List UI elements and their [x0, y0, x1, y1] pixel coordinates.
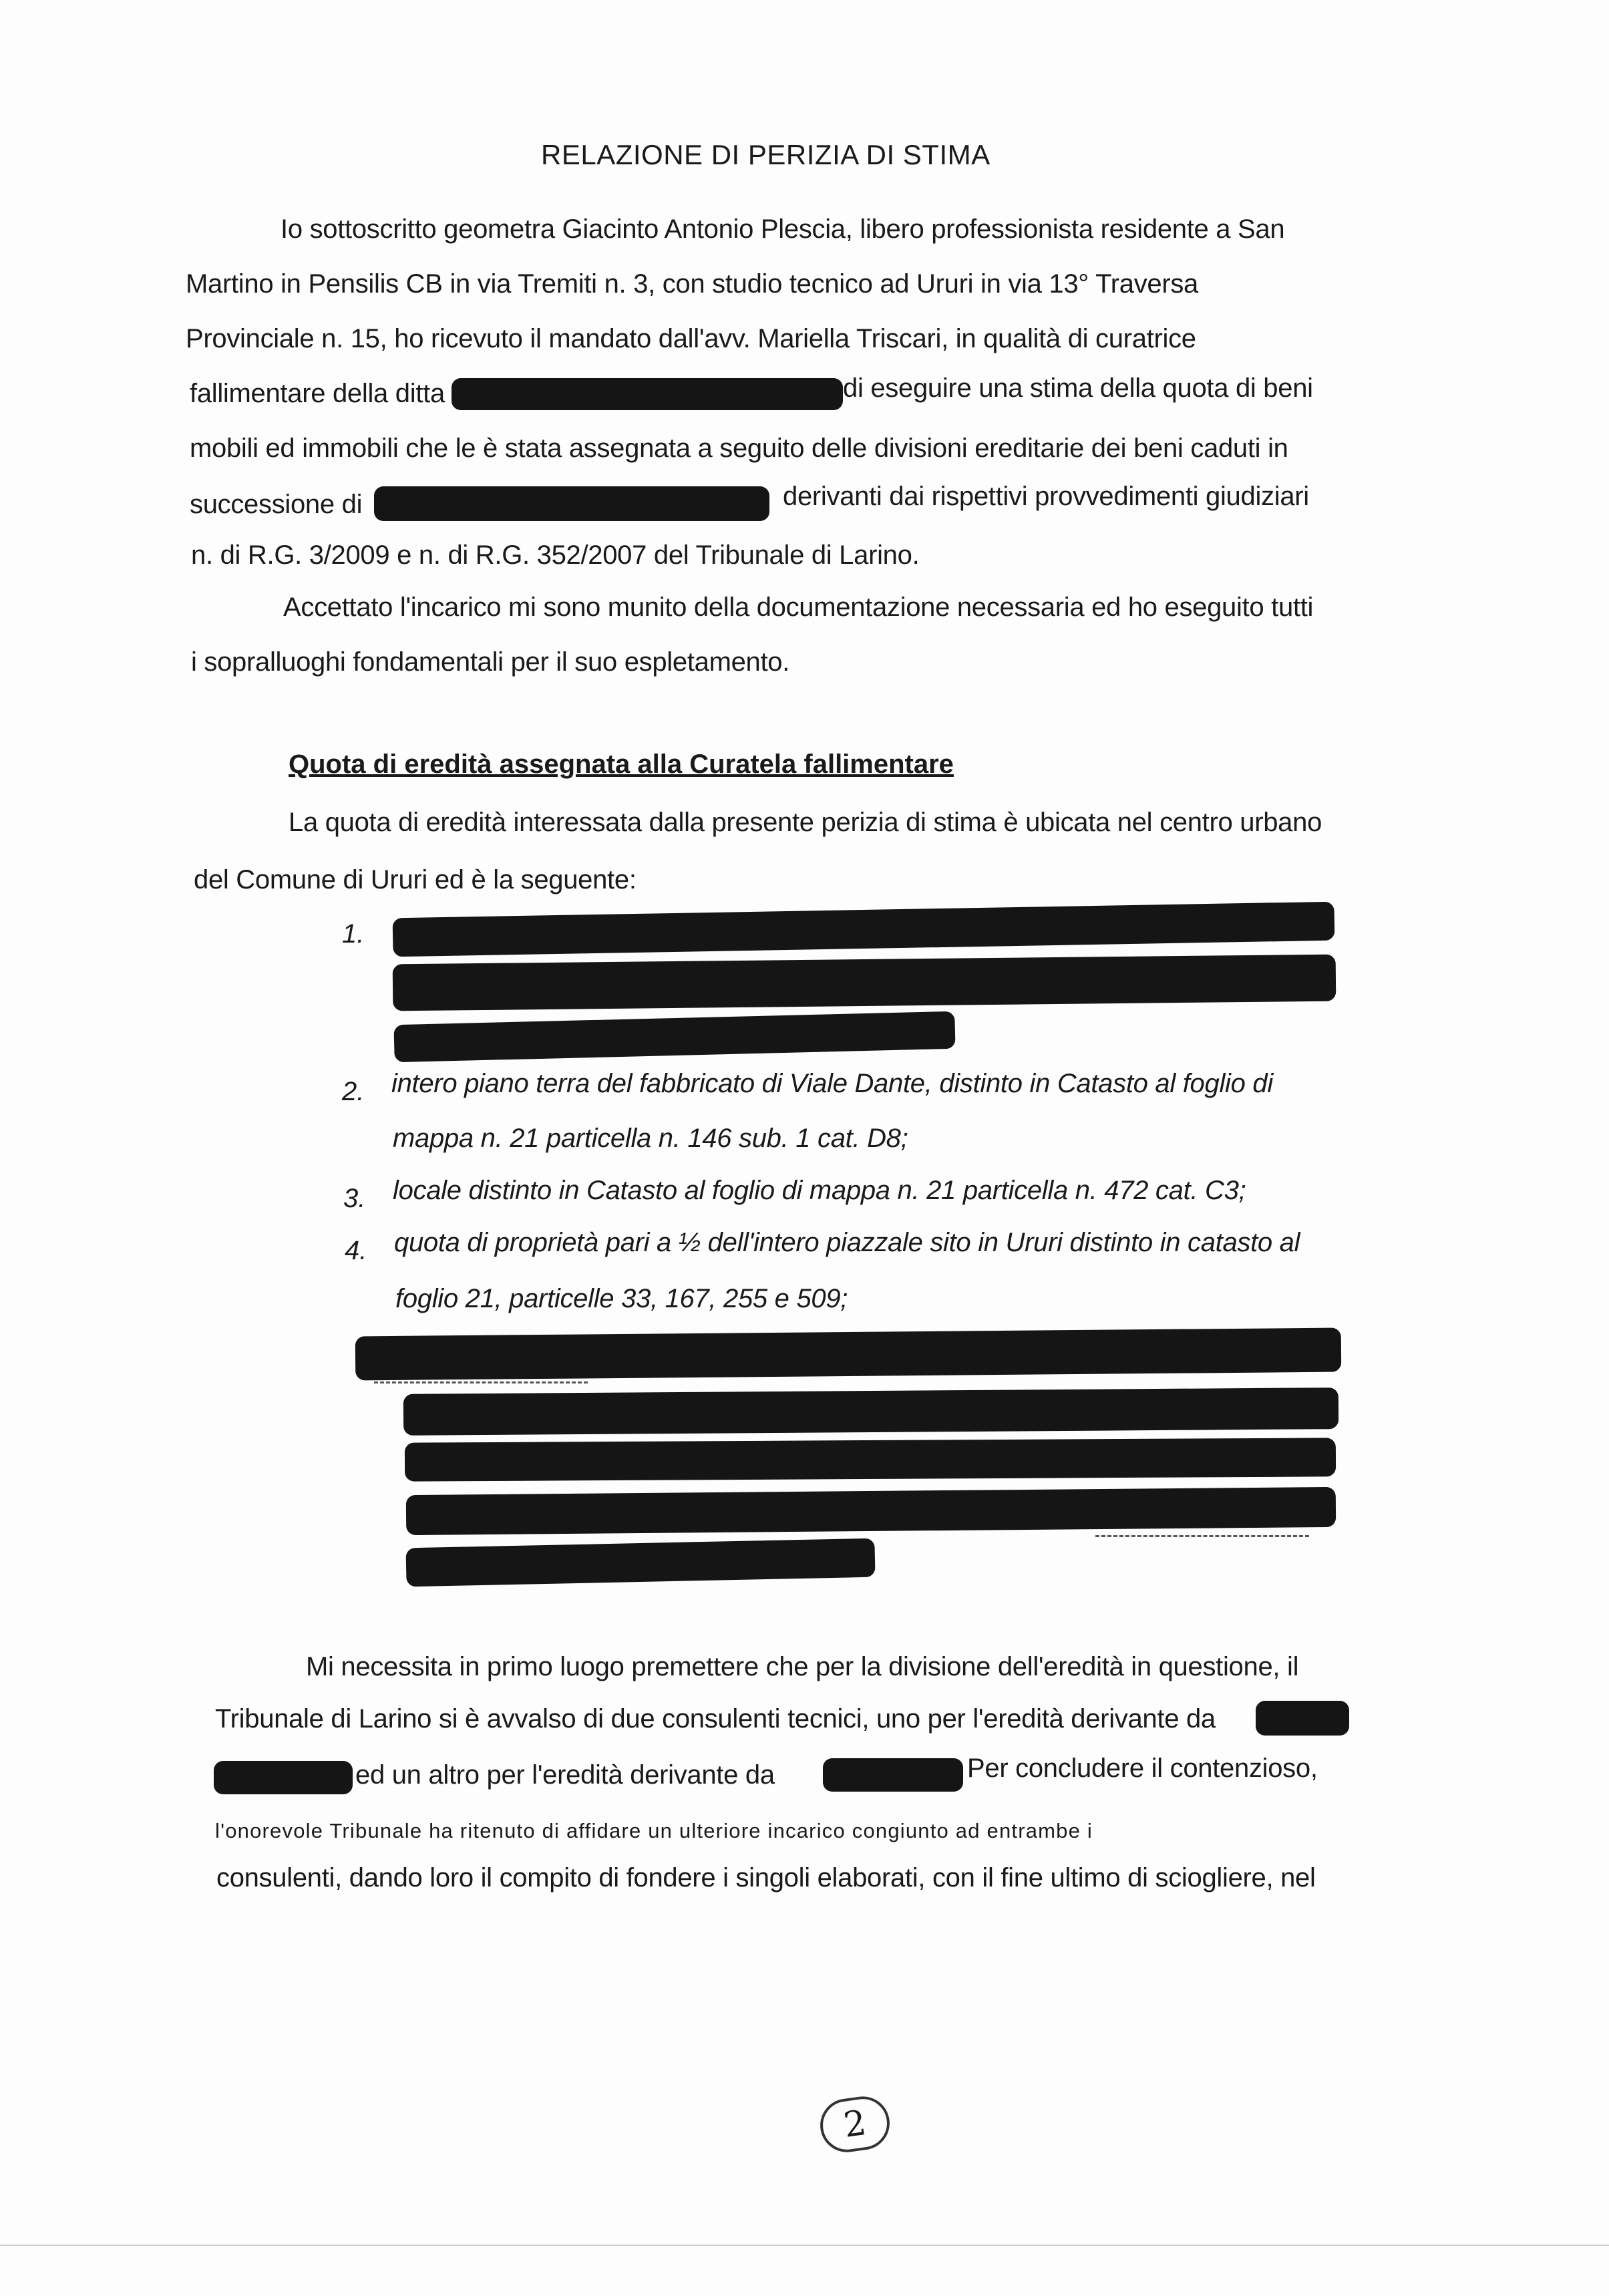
intro-line-1: Io sottoscritto geometra Giacinto Antonio Plescia, libero professionista residente a San	[281, 214, 1285, 244]
list-item-text: foglio 21, particelle 33, 167, 255 e 509;	[395, 1284, 848, 1313]
scan-edge-line	[0, 2245, 1609, 2246]
list-item-number: 4.	[345, 1236, 367, 1265]
page-number: 2	[817, 2093, 893, 2156]
redaction-bar	[405, 1538, 875, 1587]
intro-line-4b: di eseguire una stima della quota di beni	[843, 373, 1313, 403]
closing-line-3a: ed un altro per l'eredità derivante da	[355, 1760, 775, 1790]
closing-line-4: l'onorevole Tribunale ha ritenuto di affidare un ulteriore incarico congiunto ad entrambe i	[215, 1819, 1093, 1842]
list-item-number: 1.	[342, 919, 365, 949]
intro-line-7: n. di R.G. 3/2009 e n. di R.G. 352/2007 del Tribunale di Larino.	[191, 540, 920, 570]
closing-line-3b: Per concludere il contenzioso,	[967, 1754, 1318, 1783]
list-item-number: 3.	[343, 1184, 366, 1213]
section-line-1: La quota di eredità interessata dalla presente perizia di stima è ubicata nel centro urbano	[289, 808, 1322, 837]
intro-line-5: mobili ed immobili che le è stata assegnata a seguito delle divisioni ereditarie dei beni caduti in	[190, 434, 1288, 463]
closing-line-1: Mi necessita in primo luogo premettere che per la divisione dell'eredità in questione, il	[306, 1652, 1299, 1681]
list-item-text: mappa n. 21 particella n. 146 sub. 1 cat. D8;	[393, 1124, 908, 1153]
redaction-bar	[374, 486, 769, 521]
redaction-bar	[393, 902, 1335, 957]
intro-line-9: i sopralluoghi fondamentali per il suo espletamento.	[191, 647, 790, 677]
redaction-bar	[393, 1011, 955, 1063]
closing-line-2: Tribunale di Larino si è avvalso di due consulenti tecnici, uno per l'eredità derivante da	[215, 1704, 1216, 1734]
closing-line-5: consulenti, dando loro il compito di fondere i singoli elaborati, con il fine ultimo di sciogliere, nel	[216, 1863, 1316, 1893]
list-item-text: locale distinto in Catasto al foglio di mappa n. 21 particella n. 472 cat. C3;	[393, 1176, 1246, 1205]
redaction-bar	[403, 1387, 1338, 1436]
redaction-bar	[405, 1438, 1336, 1481]
intro-line-6a: successione di	[190, 490, 363, 519]
intro-line-2: Martino in Pensilis CB in via Tremiti n. 3, con studio tecnico ad Ururi in via 13° Traversa	[186, 269, 1199, 299]
section-line-2: del Comune di Ururi ed è la seguente:	[194, 865, 637, 894]
redaction-bar	[355, 1328, 1342, 1381]
document-title: RELAZIONE DI PERIZIA DI STIMA	[541, 139, 991, 170]
redaction-bar	[823, 1758, 963, 1792]
list-item-text: quota di proprietà pari a ½ dell'intero piazzale sito in Ururi distinto in catasto al	[394, 1228, 1300, 1257]
intro-line-4a: fallimentare della ditta	[190, 379, 445, 408]
list-item-number: 2.	[342, 1077, 365, 1106]
redaction-bar	[452, 378, 843, 410]
redaction-edge	[374, 1381, 588, 1383]
section-heading: Quota di eredità assegnata alla Curatela fallimentare	[289, 750, 954, 779]
redaction-bar	[214, 1761, 353, 1794]
redaction-bar	[1256, 1701, 1349, 1736]
redaction-bar	[393, 955, 1336, 1011]
redaction-edge	[1095, 1535, 1309, 1537]
intro-line-6b: derivanti dai rispettivi provvedimenti giudiziari	[783, 482, 1309, 511]
intro-line-3: Provinciale n. 15, ho ricevuto il mandato dall'avv. Mariella Triscari, in qualità di curatrice	[186, 324, 1196, 353]
redaction-bar	[406, 1487, 1336, 1535]
intro-line-8: Accettato l'incarico mi sono munito della documentazione necessaria ed ho eseguito tutti	[283, 593, 1314, 622]
list-item-text: intero piano terra del fabbricato di Viale Dante, distinto in Catasto al foglio di	[391, 1069, 1273, 1098]
